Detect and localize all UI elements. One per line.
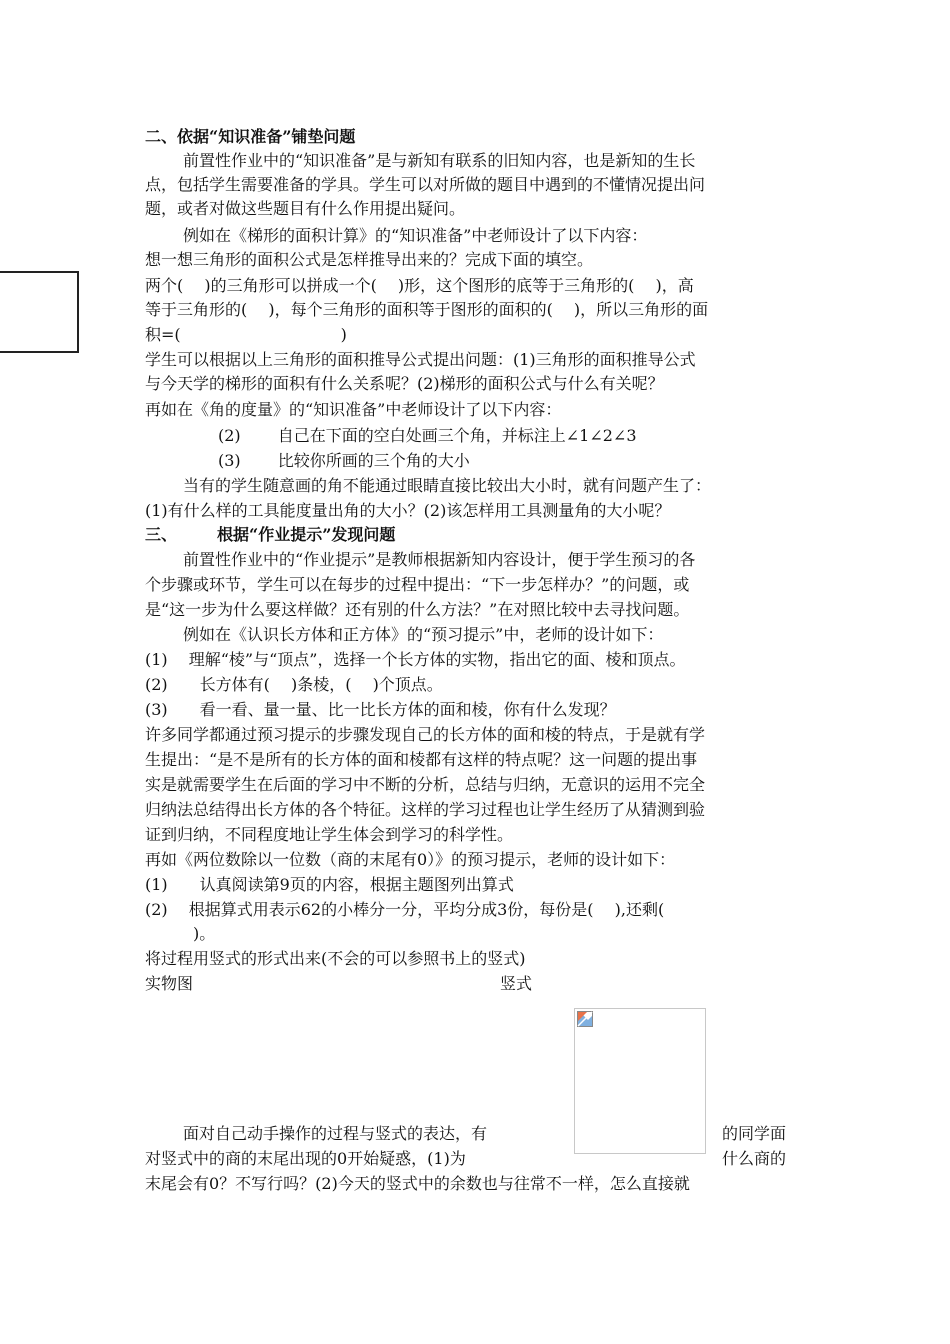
paragraph-line: 个步骤或环节，学生可以在每步的过程中提出：“下一步怎样办？”的问题，或 <box>145 575 690 594</box>
paragraph-line: 生提出：“是不是所有的长方体的面和棱都有这样的特点呢？这一问题的提出事 <box>145 750 698 769</box>
paragraph-line: 当有的学生随意画的角不能通过眼睛直接比较出大小时，就有问题产生了： <box>183 476 712 495</box>
paragraph-line: 再如《两位数除以一位数（商的末尾有0）》的预习提示，老师的设计如下： <box>145 850 676 869</box>
paragraph-line: 证到归纳，不同程度地让学生体会到学习的科学性。 <box>145 825 514 844</box>
paragraph-line: 例如在《梯形的面积计算》的“知识准备”中老师设计了以下内容： <box>183 226 648 245</box>
section-heading-3: 三、 根据“作业提示”发现问题 <box>145 525 396 544</box>
list-item: (3) 比较你所画的三个角的大小 <box>218 451 470 470</box>
paragraph-line: 想一想三角形的面积公式是怎样推导出来的？完成下面的填空。 <box>145 250 594 269</box>
paragraph-line: 对竖式中的商的末尾出现的0开始疑惑，(1)为 <box>145 1149 466 1168</box>
label-physical-diagram: 实物图 <box>145 974 194 993</box>
paragraph-line: 末尾会有0？不写行吗？(2)今天的竖式中的余数也与往常不一样，怎么直接就 <box>145 1174 690 1193</box>
paragraph-line: 将过程用竖式的形式出来(不会的可以参照书上的竖式) <box>145 949 526 968</box>
label-vertical-form: 竖式 <box>500 974 533 993</box>
list-item: (1) 理解“棱”与“顶点”，选择一个长方体的实物，指出它的面、棱和顶点。 <box>145 650 686 669</box>
paragraph-line: 再如在《角的度量》的“知识准备”中老师设计了以下内容： <box>145 400 562 419</box>
list-item-continued: )。 <box>145 924 216 943</box>
paragraph-line: 归纳法总结得出长方体的各个特征。这样的学习过程也让学生经历了从猜测到验 <box>145 800 706 819</box>
paragraph-line: 面对自己动手操作的过程与竖式的表达，有 <box>183 1124 488 1143</box>
list-item: (2) 根据算式用表示62的小棒分一分，平均分成3份，每份是( ),还剩( <box>145 900 665 919</box>
paragraph-line: 许多同学都通过预习提示的步骤发现自己的长方体的面和棱的特点，于是就有学 <box>145 725 706 744</box>
paragraph-line: 点，包括学生需要准备的学具。学生可以对所做的题目中遇到的不懂情况提出问 <box>145 175 706 194</box>
list-item: (1) 认真阅读第9页的内容，根据主题图列出算式 <box>145 875 514 894</box>
margin-box <box>0 271 79 353</box>
list-item: (3) 看一看、量一量、比一比长方体的面和棱，你有什么发现？ <box>145 700 616 719</box>
paragraph-line: 前置性作业中的“作业提示”是教师根据新知内容设计，便于学生预习的各 <box>183 550 696 569</box>
paragraph-line: (1)有什么样的工具能度量出角的大小？(2)该怎样用工具测量角的大小呢？ <box>145 501 671 520</box>
paragraph-line: 的同学面 <box>722 1124 787 1143</box>
broken-image-icon <box>577 1011 593 1027</box>
image-placeholder <box>574 1008 706 1154</box>
paragraph-line: 与今天学的梯形的面积有什么关系呢？(2)梯形的面积公式与什么有关呢？ <box>145 374 664 393</box>
section-heading-2: 二、依据“知识准备”铺垫问题 <box>145 127 356 146</box>
paragraph-line: 例如在《认识长方体和正方体》的“预习提示”中，老师的设计如下： <box>183 625 664 644</box>
paragraph-line: 前置性作业中的“知识准备”是与新知有联系的旧知内容，也是新知的生长 <box>183 151 696 170</box>
paragraph-line: 题，或者对做这些题目有什么作用提出疑问。 <box>145 199 466 218</box>
paragraph-line: 两个( )的三角形可以拼成一个( )形，这个图形的底等于三角形的( )，高 <box>145 276 694 295</box>
paragraph-line: 等于三角形的( )，每个三角形的面积等于图形的面积的( )，所以三角形的面 <box>145 300 709 319</box>
list-item: (2) 自己在下面的空白处画三个角，并标注上∠1∠2∠3 <box>218 426 637 445</box>
paragraph-line: 什么商的 <box>722 1149 787 1168</box>
paragraph-line: 学生可以根据以上三角形的面积推导公式提出问题：(1)三角形的面积推导公式 <box>145 350 696 369</box>
paragraph-line: 积=( ) <box>145 325 347 344</box>
paragraph-line: 实是就需要学生在后面的学习中不断的分析，总结与归纳，无意识的运用不完全 <box>145 775 706 794</box>
list-item: (2) 长方体有( )条棱，( )个顶点。 <box>145 675 443 694</box>
paragraph-line: 是“这一步为什么要这样做？还有别的什么方法？”在对照比较中去寻找问题。 <box>145 600 690 619</box>
